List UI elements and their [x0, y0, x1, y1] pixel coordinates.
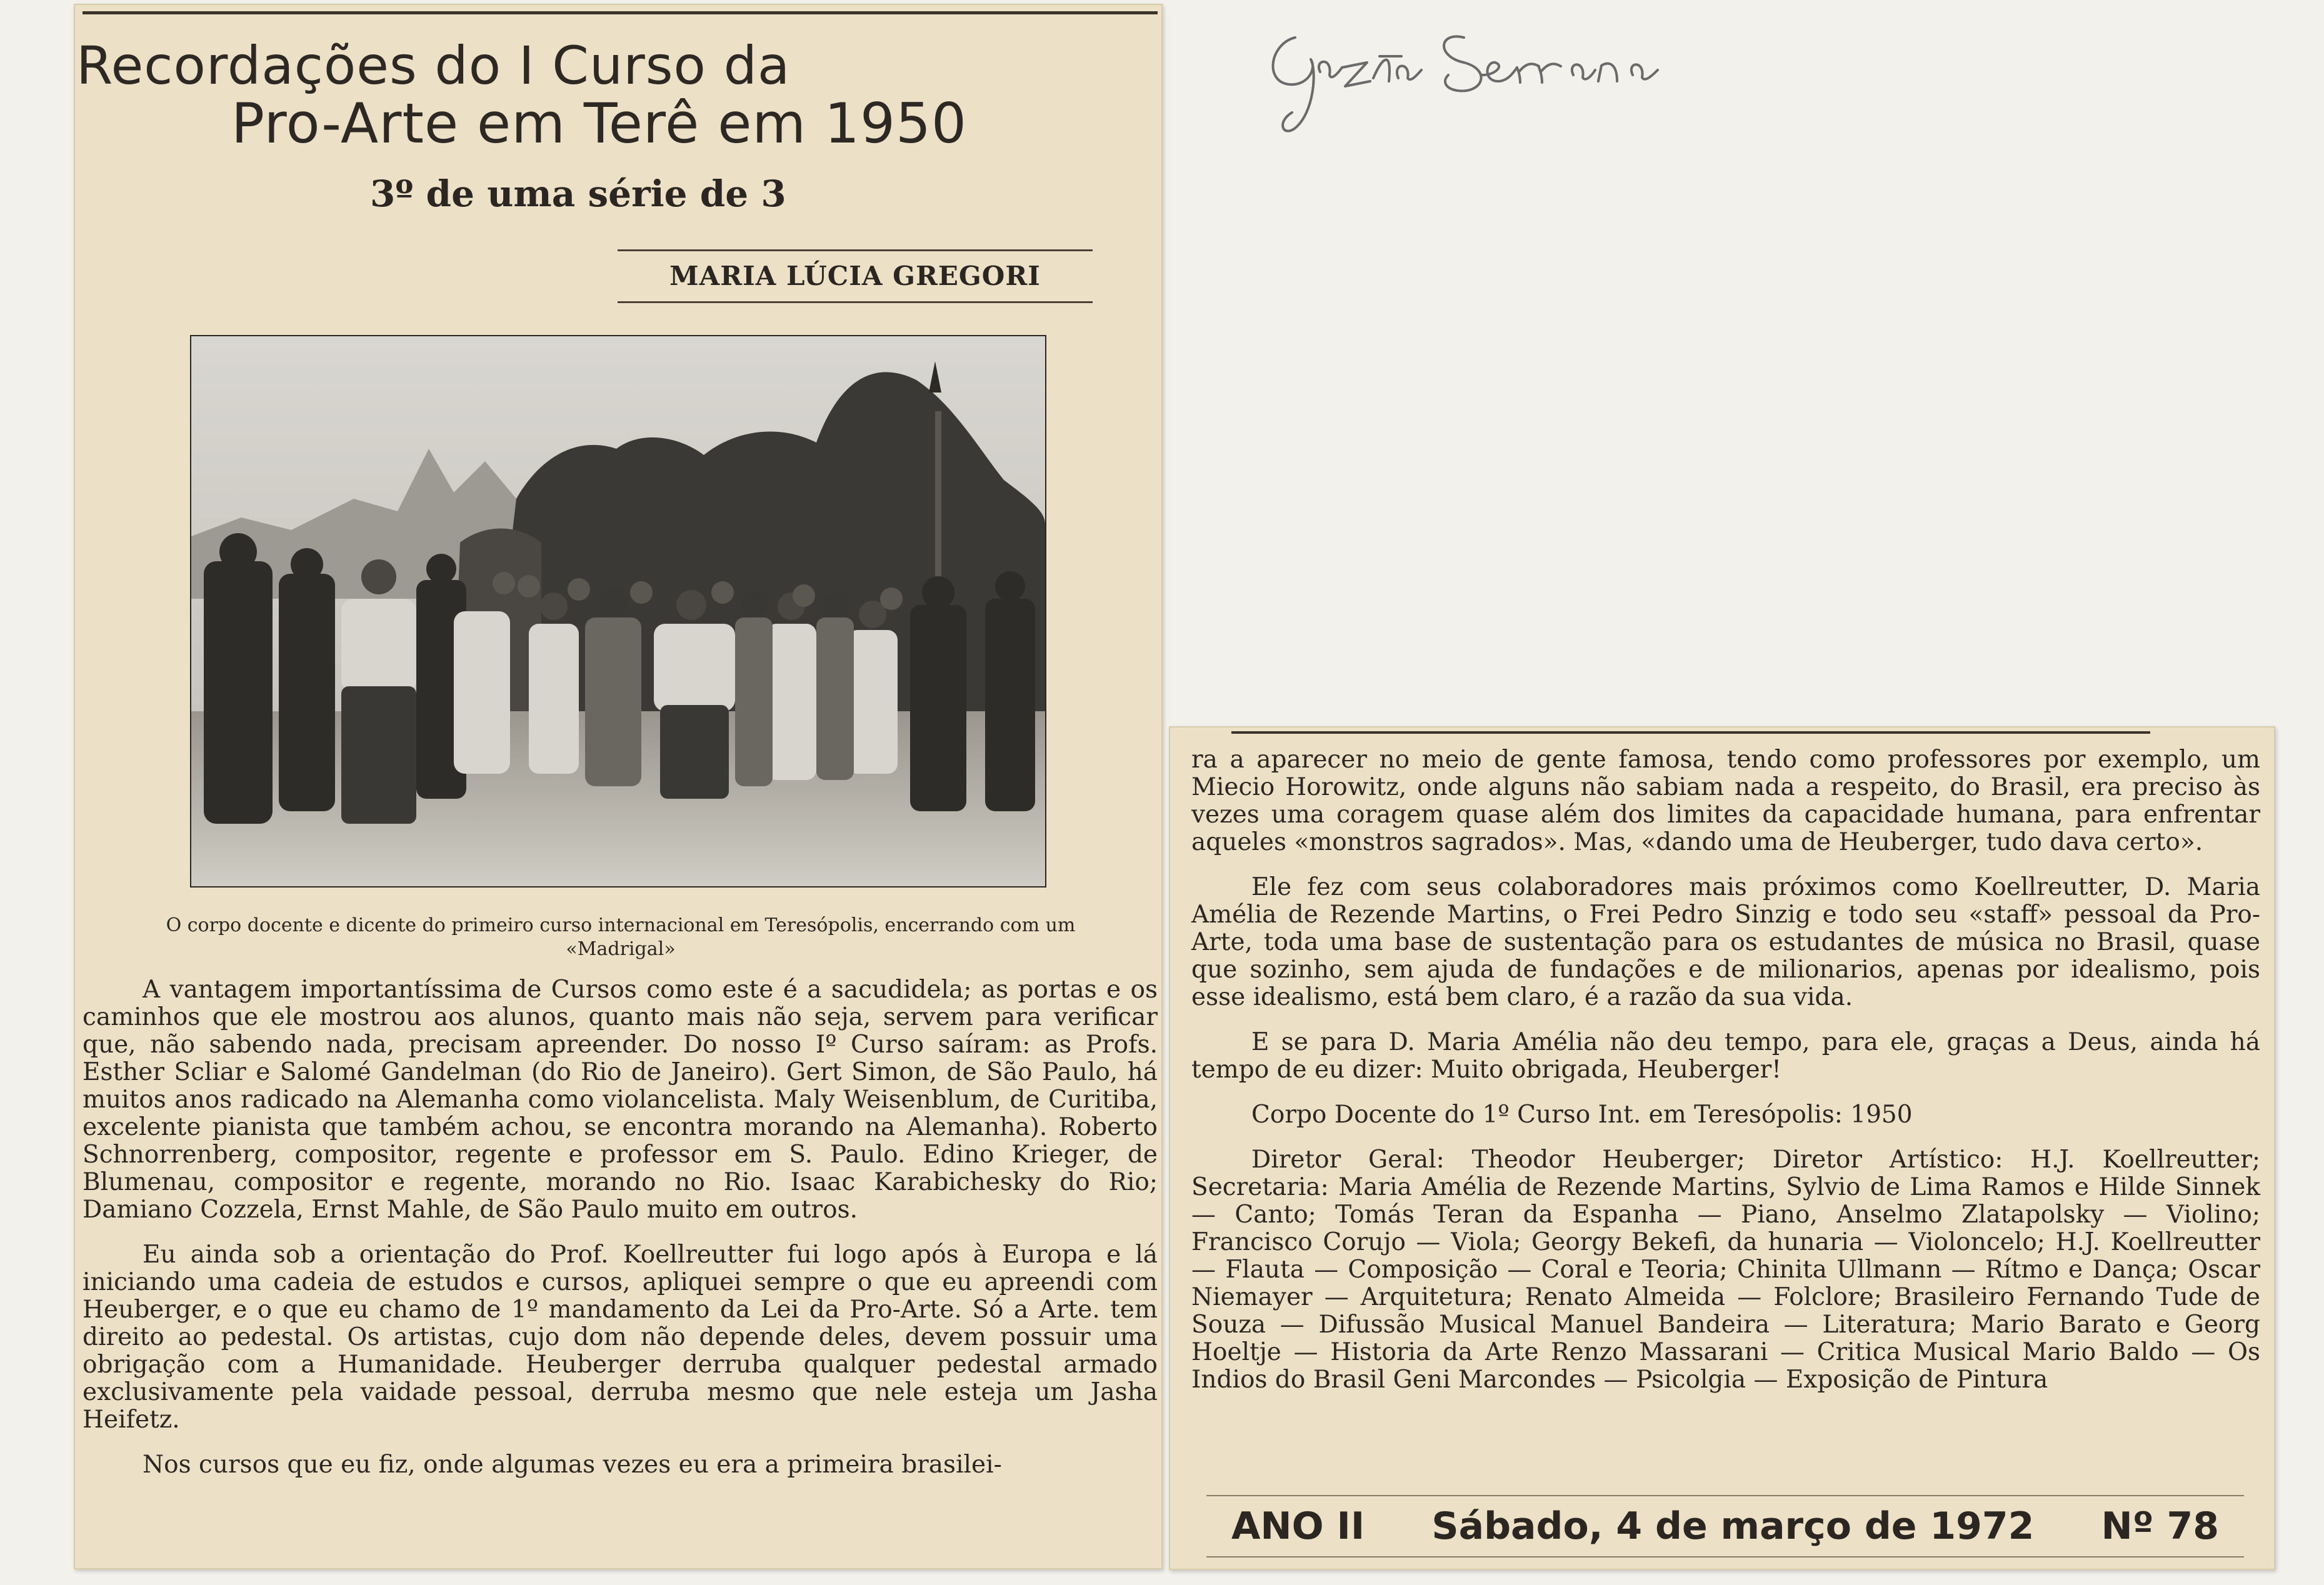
byline: MARIA LÚCIA GREGORI [618, 249, 1093, 303]
clipping-left [74, 4, 1163, 1569]
headline-line-2: Pro-Arte em Terê em 1950 [231, 91, 967, 156]
footer-issue: Nº 78 [2101, 1504, 2219, 1548]
headline-line-1: Recordações do I Curso da [76, 35, 791, 96]
paragraph: A vantagem importantíssima de Cursos como este é a sacudidela; as portas e os caminhos que ele mostrou aos alunos, quanto mais não seja, servem para verificar que, não sabendo nada, precisam apreender. Do nosso Iº Curso saíram: as Profs. Esther Scliar e Salomé Gandelman (do Rio de Janeiro). Gert Simon, de São Paulo, há muitos anos radicado na Alemanha como violancelista. Maly Weisenblum, de Curitiba, excelente pianista que também achou, se encontra morando na Alemanha). Roberto Schnorrenberg, compositor, regente e professor em S. Paulo. Edino Krieger, de Blumenau, compositor e regente, morando no Rio. Isaac Karabichesky do Rio; Damiano Cozzela, Ernst Mahle, de São Paulo muito em outros. [83, 976, 1158, 1224]
group-photo [190, 335, 1046, 888]
paragraph: Corpo Docente do 1º Curso Int. em Teresópolis: 1950 [1251, 1101, 1913, 1129]
newspaper-footer [1206, 1495, 2244, 1558]
group-photo-image [191, 336, 1045, 886]
clipping-right [1169, 726, 2275, 1570]
subtitle: 3º de uma série de 3 [370, 172, 786, 215]
right-column-body [1191, 746, 2260, 1411]
paragraph: Ele fez com seus colaboradores mais próximos como Koellreutter, D. Maria Amélia de Rezende Martins, o Frei Pedro Sinzig e todo seu «staff» pessoal da Pro-Arte, toda uma base de sustentação para os estudantes de música no Brasil, quase que sozinho, sem ajuda de fundações e de milionarios, apenas por idealismo, pois esse idealismo, está bem claro, é a razão da sua vida. [1191, 873, 2260, 1011]
footer-date: Sábado, 4 de março de 1972 [1431, 1504, 2035, 1548]
paragraph: Eu ainda sob a orientação do Prof. Koellreutter fui logo após à Europa e lá iniciando uma cadeia de estudos e cursos, apliquei sempre o que eu apreendi com Heuberger, e o que eu chamo de 1º mandamento da Lei da Pro-Arte. Só a Arte. tem direito ao pedestal. Os artistas, cujo dom não depende deles, devem possuir uma obrigação com a Humanidade. Heuberger derruba qualquer pedestal armado exclusivamente pela vaidade pessoal, derruba mesmo que nele esteja um Jasha Heifetz. [83, 1241, 1158, 1434]
top-rule [83, 11, 1158, 14]
paragraph: ra a aparecer no meio de gente famosa, tendo como professores por exemplo, um Miecio Horowitz, onde alguns não sabiam nada a respeito, do Brasil, era preciso às vezes uma coragem quase além dos limites da capacidade humana, para enfrentar aqueles «monstros sagrados». Mas, «dando uma de Heuberger, tudo dava certo». [1191, 746, 2260, 856]
handwritten-signature-graphic [1258, 12, 1708, 138]
photo-caption: O corpo docente e dicente do primeiro curso internacional em Teresópolis, encerrando com um «Madrigal» [166, 914, 1076, 960]
footer-year: ANO II [1231, 1504, 1365, 1548]
handwritten-note [1258, 12, 1708, 138]
left-column-body [83, 976, 1158, 1496]
paragraph: Diretor Geral: Theodor Heuberger; Diretor Artístico: H.J. Koellreutter; Secretaria: Maria Amélia de Rezende Martins, Sylvio de Lima Ramos e Hilde Sinnek — Canto; Tomás Teran da Espanha — Piano, Anselmo Zlatapolsky — Violino; Francisco Corujo — Viola; Georgy Bekefi, da hunaria — Violoncelo; H.J. Koellreutter — Flauta — Composição — Coral e Teoria; Chinita Ullmann — Rítmo e Dança; Oscar Niemayer — Arquitetura; Renato Almeida — Folclore; Brasileiro Fernando Tude de Souza — Difussão Musical Manuel Bandeira — Literatura; Mario Barato e Georg Hoeltje — Historia da Arte Renzo Massarani — Critica Musical Mario Baldo — Os Indios do Brasil Geni Marcondes — Psicolgia — Exposição de Pintura [1191, 1146, 2260, 1394]
top-rule [1231, 731, 2150, 734]
paragraph: Nos cursos que eu fiz, onde algumas vezes eu era a primeira brasilei- [143, 1451, 1002, 1479]
paragraph: E se para D. Maria Amélia não deu tempo, para ele, graças a Deus, ainda há tempo de eu dizer: Muito obrigada, Heuberger! [1191, 1028, 2260, 1084]
